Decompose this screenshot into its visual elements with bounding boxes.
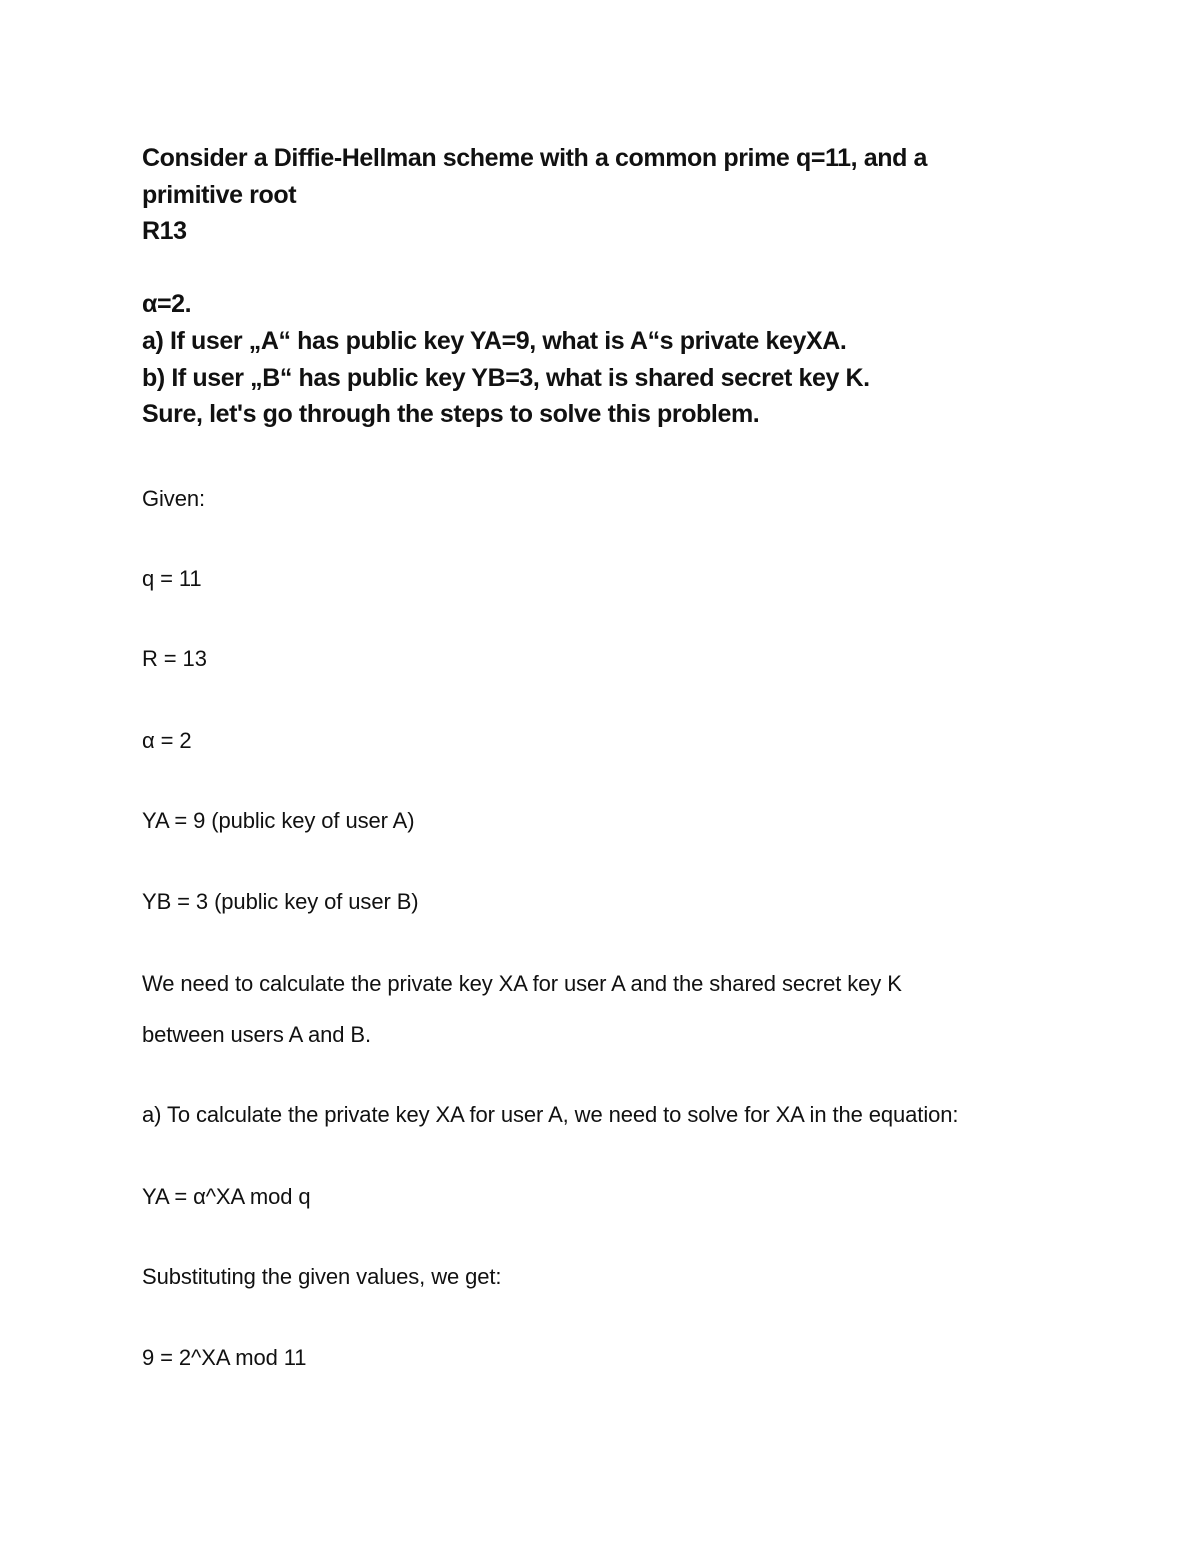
given-ya: YA = 9 (public key of user A) — [142, 808, 415, 833]
given-label: Given: — [142, 486, 205, 511]
given-alpha: α = 2 — [142, 728, 192, 753]
given-q: q = 11 — [142, 566, 202, 591]
question-part-a: a) If user „A“ has public key YA=9, what is A“s private keyXA. — [142, 327, 847, 355]
given-r: R = 13 — [142, 646, 207, 671]
given-yb: YB = 3 (public key of user B) — [142, 889, 419, 914]
question-line-1: Consider a Diffie-Hellman scheme with a common prime q=11, and a — [142, 144, 928, 172]
question-part-b: b) If user „B“ has public key YB=3, what is shared secret key K. — [142, 364, 870, 392]
answer-intro: Sure, let's go through the steps to solve this problem. — [142, 400, 760, 428]
equation: YA = α^XA mod q — [142, 1184, 311, 1209]
need-line-2: between users A and B. — [142, 1022, 371, 1047]
question-line-3: R13 — [142, 217, 187, 245]
substituted-equation: 9 = 2^XA mod 11 — [142, 1345, 307, 1370]
question-alpha: α=2. — [142, 290, 192, 318]
substituting-text: Substituting the given values, we get: — [142, 1264, 502, 1289]
part-a-intro: a) To calculate the private key XA for user A, we need to solve for XA in the equation: — [142, 1102, 959, 1127]
question-line-2: primitive root — [142, 181, 297, 209]
need-line-1: We need to calculate the private key XA for user A and the shared secret key K — [142, 971, 902, 996]
